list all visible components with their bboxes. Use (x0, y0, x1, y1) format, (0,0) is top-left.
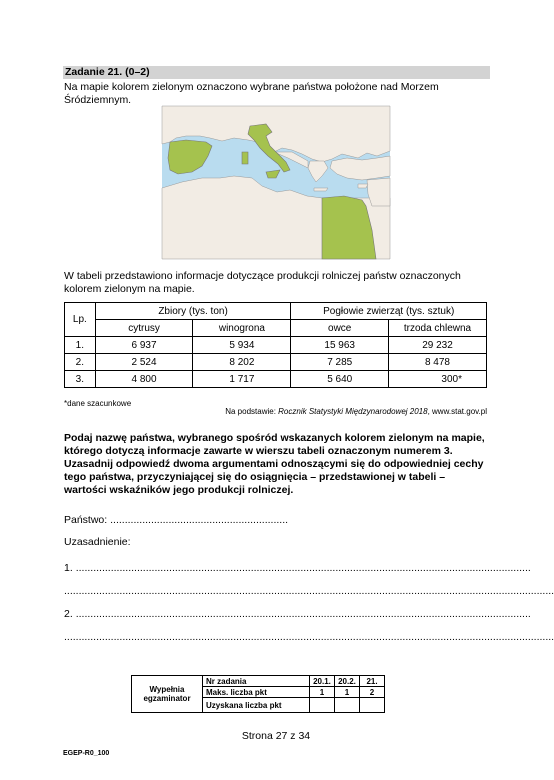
answer-line-2b[interactable]: ........................................................................................................................................................................ (64, 631, 554, 643)
source-note (225, 405, 487, 418)
exam-task: 21. (360, 676, 385, 687)
levant-land (367, 178, 390, 206)
table-row (65, 371, 487, 388)
exam-points: 1 (310, 687, 335, 698)
task-intro: Na mapie kolorem zielonym oznaczono wybrane państwa położone nad Morzem Śródziemnym. (64, 81, 439, 106)
header-col: winogrona (193, 320, 291, 337)
footnote: *dane szacunkowe (64, 399, 132, 408)
row-lp: 2. (65, 354, 96, 371)
exam-points: 1 (335, 687, 360, 698)
source-suffix: , www.stat.gov.pl (427, 407, 487, 416)
exam-nr-label: Nr zadania (203, 676, 310, 687)
header-lp: Lp. (65, 303, 96, 337)
answer-line-2-dots: ............................................................................................................................................................ (75, 608, 531, 620)
cell: 300* (388, 371, 486, 388)
exam-max-label: Maks. liczba pkt (203, 687, 310, 698)
header-group-harvest: Zbiory (tys. ton) (95, 303, 291, 320)
crete (314, 188, 328, 191)
row-lp: 3. (65, 371, 96, 388)
table-row (65, 337, 487, 354)
cyprus (358, 184, 368, 188)
exam-score-box[interactable] (335, 698, 360, 713)
source-prefix: Na podstawie: (225, 407, 279, 416)
exam-task: 20.1. (310, 676, 335, 687)
production-table (64, 302, 487, 388)
answer-line-1b[interactable]: ........................................................................................................................................................................ (64, 585, 554, 597)
task-header: Zadanie 21. (0–2) (63, 66, 490, 79)
exam-code: EGEP-R0_100 (63, 750, 110, 757)
header-group-livestock: Pogłowie zwierząt (tys. sztuk) (291, 303, 487, 320)
country-dots: ............................................................. (110, 514, 289, 526)
table-intro: W tabeli przedstawiono informacje dotyczące produkcji rolniczej państw oznaczonych kolorem zielonym na mapie. (64, 270, 461, 295)
justification-label: Uzasadnienie: (64, 536, 131, 548)
cell: 1 717 (193, 371, 291, 388)
answer-line-2[interactable] (64, 608, 531, 621)
row-lp: 1. (65, 337, 96, 354)
table-row (65, 354, 487, 371)
cell: 5 934 (193, 337, 291, 354)
cell: 8 202 (193, 354, 291, 371)
sardinia-highlight (242, 152, 248, 164)
examiner-table (131, 675, 385, 713)
cell: 4 800 (95, 371, 193, 388)
instruction: Podaj nazwę państwa, wybranego spośród wskazanych kolorem zielonym na mapie, którego dotyczą informacje zawarte w wierszu tabeli oznaczonym numerem 3. Uzasadnij odpowiedź dwoma argumentami odnoszącymi się do odpowiedniej cechy tego państwa, przyczyniającej się do osiągnięcia – przedstawionej w tabeli – wartości wskaźników jego produkcji rolniczej. (64, 432, 485, 496)
cell: 15 963 (291, 337, 389, 354)
source-title: Rocznik Statystyki Międzynarodowej 2018 (278, 407, 428, 416)
exam-got-label: Uzyskana liczba pkt (203, 698, 310, 713)
page-number: Strona 27 z 34 (241, 730, 311, 742)
cell: 5 640 (291, 371, 389, 388)
mediterranean-map (162, 106, 390, 259)
cell: 6 937 (95, 337, 193, 354)
cell: 2 524 (95, 354, 193, 371)
header-col: trzoda chlewna (388, 320, 486, 337)
header-col: cytrusy (95, 320, 193, 337)
exam-score-box[interactable] (360, 698, 385, 713)
cell: 29 232 (388, 337, 486, 354)
answer-line-1-number: 1. (64, 562, 76, 574)
exam-points: 2 (360, 687, 385, 698)
examiner-label: Wypełnia egzaminator (132, 676, 203, 713)
country-answer-line[interactable] (64, 514, 487, 527)
answer-line-2-number: 2. (64, 608, 76, 620)
country-label: Państwo: (64, 514, 111, 526)
exam-score-box[interactable] (310, 698, 335, 713)
answer-line-1[interactable] (64, 562, 531, 575)
header-col: owce (291, 320, 389, 337)
exam-task: 20.2. (335, 676, 360, 687)
answer-line-1-dots: ............................................................................................................................................................ (75, 562, 531, 574)
cell: 8 478 (388, 354, 486, 371)
cell: 7 285 (291, 354, 389, 371)
